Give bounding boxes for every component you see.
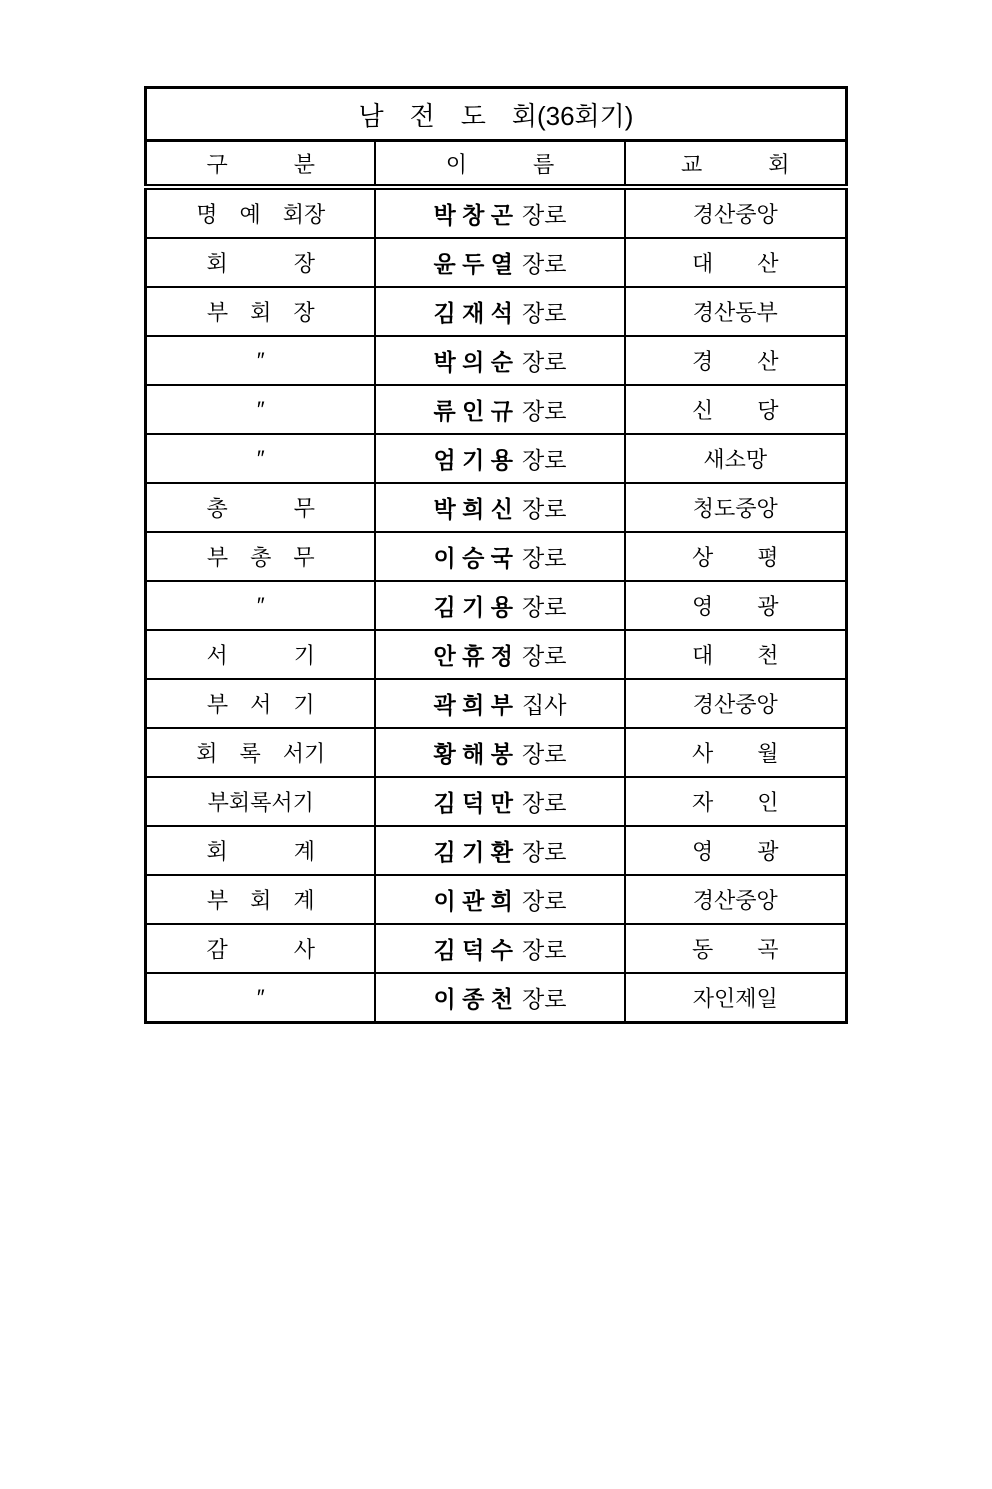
person-name: 곽 희 부 — [433, 692, 513, 718]
person-name: 박 의 순 — [433, 349, 513, 375]
table-row — [146, 483, 846, 532]
officers-table — [144, 86, 847, 1024]
person-title: 장로 — [521, 202, 567, 228]
person-title: 장로 — [521, 300, 567, 326]
name-cell — [375, 826, 625, 875]
column-header-church: 교 회 — [625, 141, 846, 188]
title-row — [146, 88, 846, 141]
category-cell: 명 예 회장 — [146, 187, 375, 238]
person-title: 장로 — [521, 496, 567, 522]
person-title: 집사 — [521, 692, 567, 718]
name-cell — [375, 777, 625, 826]
church-cell: 새소망 — [625, 434, 846, 483]
column-header-name: 이 름 — [375, 141, 625, 188]
person-name: 윤 두 열 — [433, 251, 513, 277]
table-row — [146, 581, 846, 630]
person-title: 장로 — [521, 251, 567, 277]
table-row — [146, 630, 846, 679]
person-name: 박 창 곤 — [433, 202, 513, 228]
table-row — [146, 973, 846, 1023]
table-row — [146, 238, 846, 287]
person-title: 장로 — [521, 398, 567, 424]
category-cell: 부 서 기 — [146, 679, 375, 728]
table-row — [146, 336, 846, 385]
category-cell: ″ — [146, 385, 375, 434]
person-title: 장로 — [521, 741, 567, 767]
table-row — [146, 679, 846, 728]
table-row — [146, 532, 846, 581]
person-name: 김 덕 수 — [433, 937, 513, 963]
church-cell: 상 평 — [625, 532, 846, 581]
person-name: 김 재 석 — [433, 300, 513, 326]
category-cell: 회 계 — [146, 826, 375, 875]
person-name: 류 인 규 — [433, 398, 513, 424]
name-cell — [375, 973, 625, 1023]
person-name: 이 승 국 — [433, 545, 513, 571]
header-row — [146, 141, 846, 188]
church-cell: 경산중앙 — [625, 679, 846, 728]
church-cell: 경산중앙 — [625, 187, 846, 238]
church-cell: 자 인 — [625, 777, 846, 826]
person-name: 이 관 희 — [433, 888, 513, 914]
table-row — [146, 924, 846, 973]
table-row — [146, 187, 846, 238]
column-header-category: 구 분 — [146, 141, 375, 188]
name-cell — [375, 483, 625, 532]
person-title: 장로 — [521, 986, 567, 1012]
name-cell — [375, 238, 625, 287]
category-cell: 감 사 — [146, 924, 375, 973]
person-title: 장로 — [521, 937, 567, 963]
name-cell — [375, 287, 625, 336]
category-cell: ″ — [146, 336, 375, 385]
name-cell — [375, 728, 625, 777]
church-cell: 대 산 — [625, 238, 846, 287]
category-cell: 서 기 — [146, 630, 375, 679]
category-cell: 부 회 장 — [146, 287, 375, 336]
person-title: 장로 — [521, 643, 567, 669]
person-title: 장로 — [521, 790, 567, 816]
name-cell — [375, 581, 625, 630]
name-cell — [375, 630, 625, 679]
category-cell: 회 장 — [146, 238, 375, 287]
person-title: 장로 — [521, 839, 567, 865]
category-cell: ″ — [146, 581, 375, 630]
category-cell: 부 회 계 — [146, 875, 375, 924]
table-body — [146, 187, 846, 1023]
church-cell: 자인제일 — [625, 973, 846, 1023]
name-cell — [375, 532, 625, 581]
church-cell: 경산동부 — [625, 287, 846, 336]
church-cell: 영 광 — [625, 581, 846, 630]
person-name: 김 덕 만 — [433, 790, 513, 816]
name-cell — [375, 679, 625, 728]
church-cell: 경 산 — [625, 336, 846, 385]
category-cell: 총 무 — [146, 483, 375, 532]
table-row — [146, 875, 846, 924]
table-row — [146, 434, 846, 483]
page — [0, 86, 992, 1489]
table-row — [146, 287, 846, 336]
category-cell: ″ — [146, 973, 375, 1023]
church-cell: 대 천 — [625, 630, 846, 679]
person-title: 장로 — [521, 349, 567, 375]
person-title: 장로 — [521, 447, 567, 473]
person-name: 김 기 환 — [433, 839, 513, 865]
person-title: 장로 — [521, 594, 567, 620]
person-title: 장로 — [521, 545, 567, 571]
name-cell — [375, 875, 625, 924]
church-cell: 영 광 — [625, 826, 846, 875]
person-name: 김 기 용 — [433, 594, 513, 620]
name-cell — [375, 434, 625, 483]
table-row — [146, 728, 846, 777]
table-row — [146, 777, 846, 826]
name-cell — [375, 385, 625, 434]
person-name: 박 희 신 — [433, 496, 513, 522]
church-cell: 사 월 — [625, 728, 846, 777]
church-cell: 신 당 — [625, 385, 846, 434]
table-row — [146, 826, 846, 875]
category-cell: ″ — [146, 434, 375, 483]
name-cell — [375, 336, 625, 385]
church-cell: 청도중앙 — [625, 483, 846, 532]
name-cell — [375, 924, 625, 973]
person-name: 황 해 봉 — [433, 741, 513, 767]
person-name: 안 휴 정 — [433, 643, 513, 669]
category-cell: 부 총 무 — [146, 532, 375, 581]
person-name: 이 종 천 — [433, 986, 513, 1012]
person-title: 장로 — [521, 888, 567, 914]
table-title: 남 전 도 회(36회기) — [146, 88, 846, 141]
table-row — [146, 385, 846, 434]
category-cell: 부회록서기 — [146, 777, 375, 826]
name-cell — [375, 187, 625, 238]
category-cell: 회 록 서기 — [146, 728, 375, 777]
church-cell: 경산중앙 — [625, 875, 846, 924]
church-cell: 동 곡 — [625, 924, 846, 973]
person-name: 엄 기 용 — [433, 447, 513, 473]
